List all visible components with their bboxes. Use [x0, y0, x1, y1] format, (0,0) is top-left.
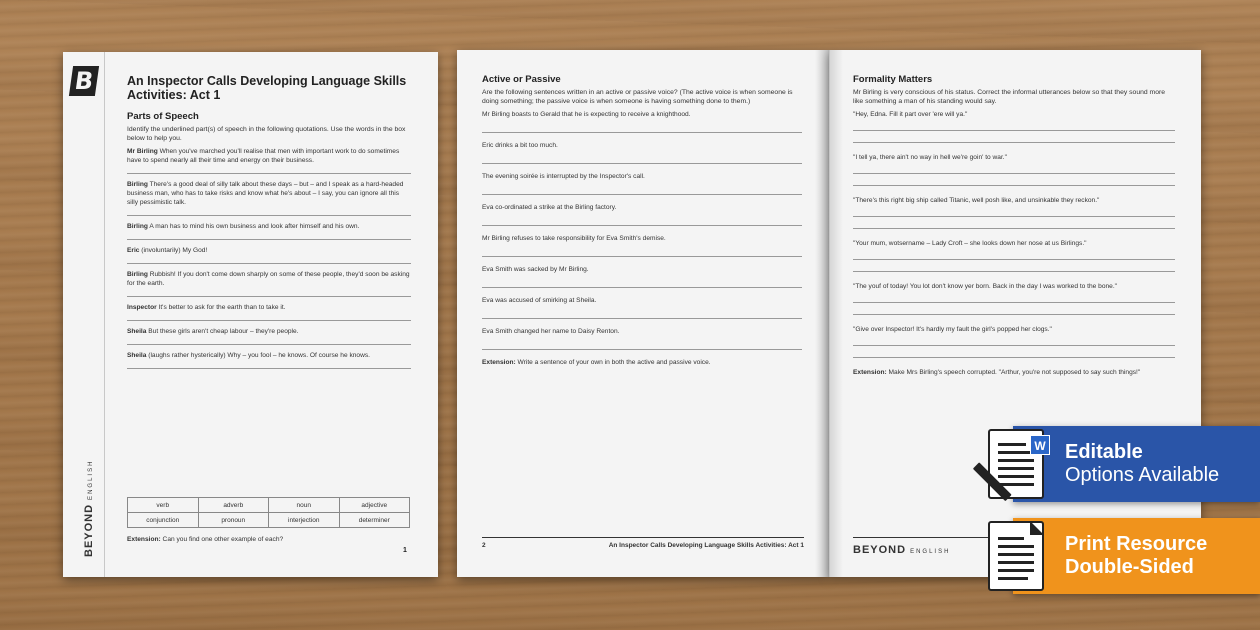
- quotation: Birling A man has to mind his own business and look after himself and his own.: [127, 223, 360, 230]
- word-box: [127, 497, 410, 528]
- sentence: Mr Birling refuses to take responsibility for Eva Smith's demise.: [482, 235, 666, 242]
- answer-line: [853, 334, 1175, 346]
- word-cell: pronoun: [198, 513, 269, 528]
- quotation: Inspector It's better to ask for the earth than to take it.: [127, 304, 286, 311]
- print-badge: [1013, 518, 1260, 594]
- answer-line: [482, 274, 802, 288]
- extension-task: Extension: Make Mrs Birling's speech corrupted. "Arthur, you're not supposed to say such things!": [853, 369, 1141, 376]
- answer-line: [127, 207, 411, 216]
- answer-line: [853, 248, 1175, 260]
- sentence: The evening soirée is interrupted by the Inspector's call.: [482, 173, 645, 180]
- page-1-content: [127, 74, 411, 375]
- answer-line: [853, 260, 1175, 272]
- footer-title: An Inspector Calls Developing Language Skills Activities: Act 1: [608, 542, 804, 549]
- answer-line: [482, 150, 802, 164]
- answer-line: [482, 119, 802, 133]
- print-title: Print Resource: [1065, 533, 1208, 555]
- answer-line: [127, 360, 411, 369]
- utterance: "The youf of today! You lot don't know yer born. Back in the day I was worked to the bone.": [853, 283, 1117, 290]
- extension-task: Extension: Can you find one other example of each?: [127, 536, 284, 543]
- answer-line: [853, 131, 1175, 143]
- worksheet-title: An Inspector Calls Developing Language Skills Activities: Act 1: [127, 74, 407, 102]
- page-2-footer: [482, 537, 804, 549]
- answer-line: [127, 288, 411, 297]
- word-icon: W: [1030, 435, 1050, 455]
- answer-line: [853, 346, 1175, 358]
- word-cell: verb: [128, 498, 199, 513]
- brand-name: BEYOND: [83, 503, 95, 557]
- answer-line: [853, 205, 1175, 217]
- editable-badge: [1013, 426, 1260, 502]
- worksheet-page-1: [63, 52, 438, 577]
- sentence: Eva Smith changed her name to Daisy Renton.: [482, 328, 620, 335]
- answer-line: [482, 181, 802, 195]
- answer-line: [482, 212, 802, 226]
- editable-subtitle: Options Available: [1065, 464, 1220, 486]
- answer-line: [482, 305, 802, 319]
- instructions: Mr Birling is very conscious of his status. Correct the informal utterances below so that they sound more like something a man of his standing would say.: [853, 89, 1166, 105]
- word-cell: interjection: [269, 513, 340, 528]
- word-cell: determiner: [339, 513, 410, 528]
- quotation: Mr Birling When you've marched you'll realise that men with important work to do sometimes have to spend nearly all their time and energy on their business.: [127, 148, 400, 164]
- quotation: Sheila (laughs rather hysterically) Why – you fool – he knows. Of course he knows.: [127, 352, 370, 359]
- answer-line: [127, 312, 411, 321]
- instructions: Are the following sentences written in an active or passive voice? (The active voice is when someone is doing something; the passive voice is when someone is having something done to them.): [482, 89, 793, 105]
- word-cell: adjective: [339, 498, 410, 513]
- utterance: "Your mum, wotsername – Lady Croft – she looks down her nose at us Birlings.": [853, 240, 1087, 247]
- quotation: Birling There's a good deal of silly talk about these days – but – and I speak as a hard-headed business man, who has to take risks and know what he's about – I say, you can ignore all this silly pessimistic talk.: [127, 181, 404, 206]
- answer-line: [482, 243, 802, 257]
- utterance: "Give over Inspector! It's hardly my fault the girl's popped her clogs.": [853, 326, 1052, 333]
- editable-title: Editable: [1065, 441, 1143, 463]
- answer-line: [127, 255, 411, 264]
- sentence: Eva was accused of smirking at Sheila.: [482, 297, 597, 304]
- sentence: Eva co-ordinated a strike at the Birling factory.: [482, 204, 617, 211]
- beyond-logo-icon: B: [69, 66, 99, 96]
- utterance: "I tell ya, there ain't no way in hell we're goin' to war.": [853, 154, 1007, 161]
- brand-name: BEYOND: [853, 544, 907, 556]
- page-3-content: [853, 74, 1175, 377]
- sentence: Eric drinks a bit too much.: [482, 142, 558, 149]
- answer-line: [127, 336, 411, 345]
- answer-line: [127, 165, 411, 174]
- word-cell: conjunction: [128, 513, 199, 528]
- quotation: Birling Rubbish! If you don't come down sharply on some of these people, they'd soon be asking for the earth.: [127, 271, 410, 287]
- editable-document-icon: [988, 429, 1044, 499]
- brand-sub: ENGLISH: [910, 549, 951, 555]
- sentence: Eva Smith was sacked by Mr Birling.: [482, 266, 589, 273]
- extension-task: Extension: Write a sentence of your own in both the active and passive voice.: [482, 359, 711, 366]
- utterance: "Hey, Edna. Fill it part over 'ere will ya.": [853, 111, 968, 118]
- word-cell: noun: [269, 498, 340, 513]
- section-heading: Active or Passive: [482, 74, 561, 85]
- section-heading: Formality Matters: [853, 74, 933, 85]
- word-cell: adverb: [198, 498, 269, 513]
- page-number: 2: [482, 542, 486, 549]
- brand-sub: ENGLISH: [88, 459, 94, 500]
- section-heading: Parts of Speech: [127, 111, 199, 122]
- utterance: "There's this right big ship called Titanic, well posh like, and unsinkable they reckon.": [853, 197, 1100, 204]
- worksheet-page-2: [457, 50, 829, 577]
- answer-line: [853, 119, 1175, 131]
- quotation: Eric (involuntarily) My God!: [127, 247, 208, 254]
- vertical-brand: [83, 417, 95, 557]
- answer-line: [853, 162, 1175, 174]
- print-subtitle: Double-Sided: [1065, 556, 1194, 578]
- answer-line: [482, 336, 802, 350]
- page-number: 1: [403, 547, 407, 554]
- answer-line: [853, 217, 1175, 229]
- answer-line: [853, 303, 1175, 315]
- print-document-icon: [988, 521, 1044, 591]
- answer-line: [853, 174, 1175, 186]
- quotation: Sheila But these girls aren't cheap labour – they're people.: [127, 328, 299, 335]
- answer-line: [127, 231, 411, 240]
- sentence: Mr Birling boasts to Gerald that he is expecting to receive a knighthood.: [482, 111, 691, 118]
- instructions: Identify the underlined part(s) of speech in the following quotations. Use the words in the box below to help you.: [127, 126, 406, 142]
- page-2-content: [482, 74, 802, 367]
- answer-line: [853, 291, 1175, 303]
- side-brand-bar: [63, 52, 105, 577]
